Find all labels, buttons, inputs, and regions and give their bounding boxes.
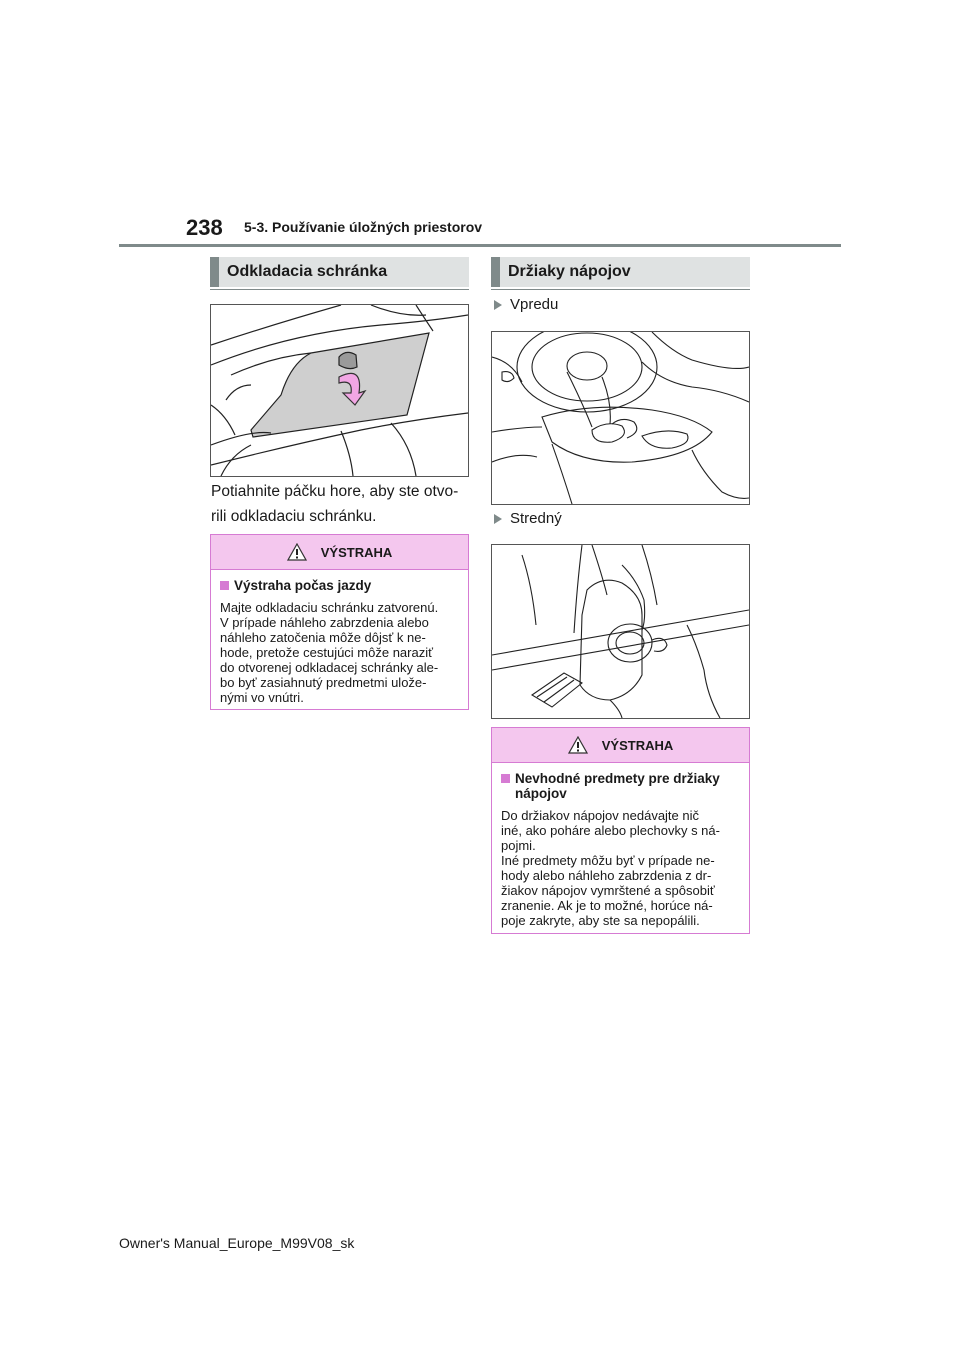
warning-title-row [501, 771, 740, 801]
warning-triangle-icon [568, 736, 588, 754]
warning-box-cup-holders [491, 727, 750, 934]
square-bullet-icon [220, 581, 229, 590]
warning-triangle-icon [287, 543, 307, 561]
item-front-label: Vpredu [510, 296, 559, 313]
front-cup-holder-illustration [491, 331, 750, 505]
warning-header [492, 728, 749, 763]
warning-label: VÝSTRAHA [601, 737, 674, 753]
warning-title: Nevhodné predmety pre držiaky nápojov [515, 771, 720, 801]
item-center-label: Stredný [510, 510, 562, 527]
warning-title-row [220, 578, 459, 593]
center-cup-holder-illustration [491, 544, 750, 719]
warning-title: Výstraha počas jazdy [234, 578, 372, 593]
warning-label: VÝSTRAHA [320, 544, 393, 560]
triangle-bullet-icon [494, 514, 502, 524]
item-center [494, 510, 562, 527]
page-number: 238 [186, 215, 223, 240]
item-front [494, 296, 558, 313]
warning-text: Majte odkladaciu schránku zatvorenú. V prípade náhleho zabrzdenia alebo náhleho zatočenia môže dôjsť k ne- hode, pretože cestujúci môže naraziť do otvorenej odkladacej schránky ale- bo byť zasiahnutý predmetmi ulože- nými vo vnútri. [220, 600, 439, 705]
section-title-cup-holders: Držiaky nápojov [491, 257, 750, 287]
section-title-glovebox: Odkladacia schránka [210, 257, 469, 287]
warning-text: Do držiakov nápojov nedávajte nič iné, ako poháre alebo plechovky s ná- pojmi. Iné predmety môžu byť v prípade ne- hody alebo náhleho zabrzdenia z dr- žiakov nápojov vymrštené a spôsobiť zranenie. Ak je to možné, horúce ná- poje zakryte, aby ste sa nepopálili. [501, 808, 720, 928]
warning-header [211, 535, 468, 570]
header-divider [119, 244, 841, 247]
triangle-bullet-icon [494, 300, 502, 310]
glovebox-illustration [210, 304, 469, 477]
glovebox-instruction: Potiahnite páčku hore, aby ste otvo- rili odkladaciu schránku. [211, 483, 459, 525]
chapter-title: 5-3. Používanie úložných priestorov [244, 219, 483, 235]
square-bullet-icon [501, 774, 510, 783]
warning-box-glovebox [210, 534, 469, 710]
footer-manual-id: Owner's Manual_Europe_M99V08_sk [119, 1235, 355, 1251]
